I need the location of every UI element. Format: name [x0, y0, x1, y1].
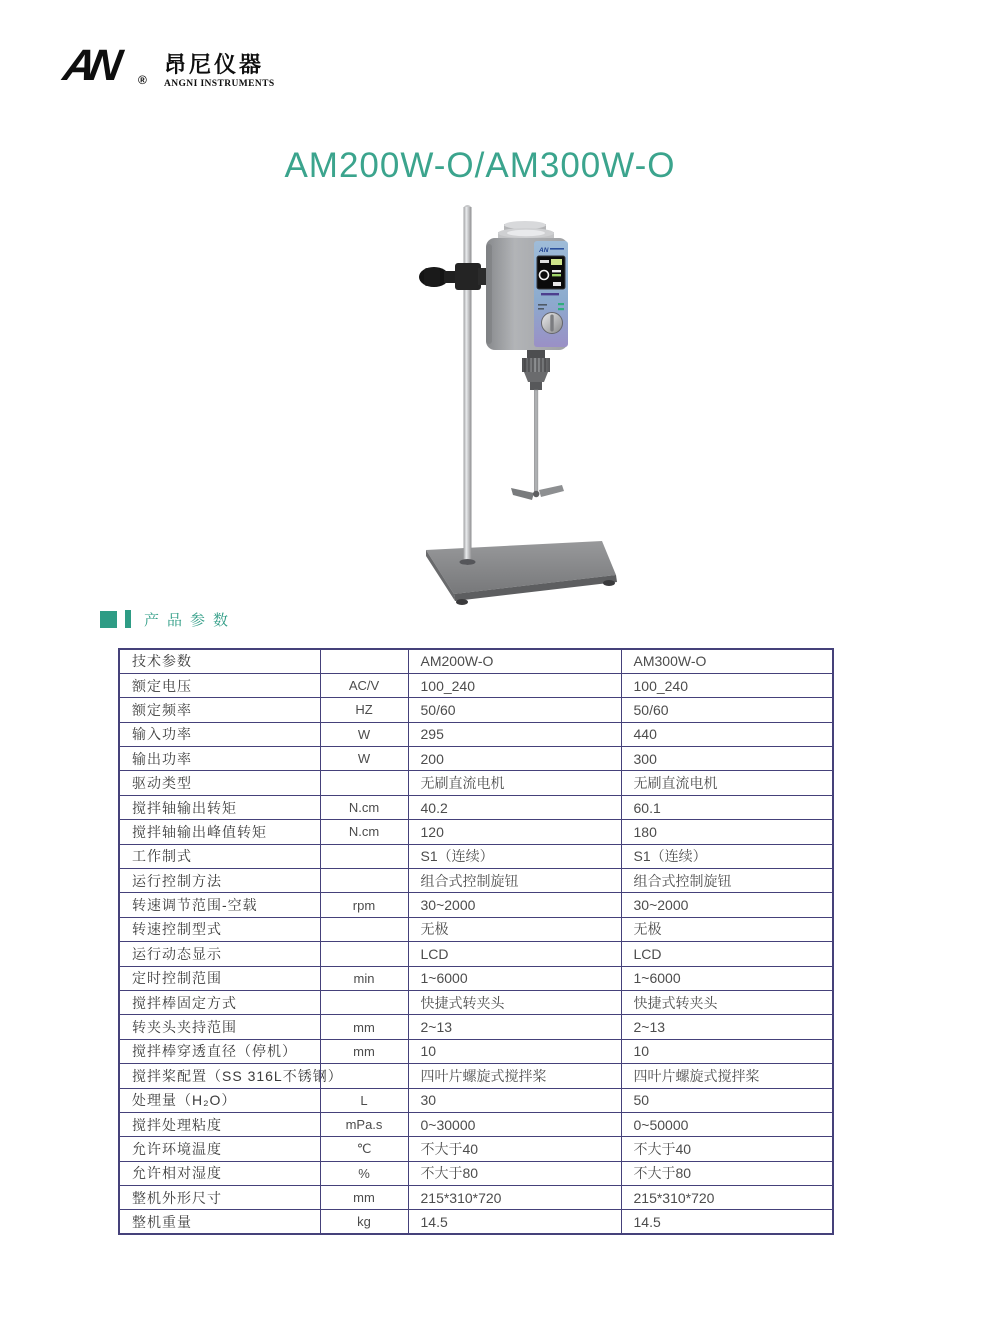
value-am300w-o-cell: LCD — [621, 942, 833, 966]
param-unit-cell — [320, 917, 408, 941]
param-unit-cell — [320, 869, 408, 893]
param-unit-cell: N.cm — [320, 795, 408, 819]
param-label-cell: 定时控制范围 — [119, 966, 320, 990]
value-am300w-o-cell: 60.1 — [621, 795, 833, 819]
table-row — [119, 1210, 833, 1234]
value-am200w-o-cell: AM200W-O — [408, 649, 621, 673]
param-label-cell: 额定电压 — [119, 673, 320, 697]
spec-table — [118, 648, 834, 1235]
param-label-cell: 搅拌轴输出转矩 — [119, 795, 320, 819]
section-title: 产品参数 — [144, 611, 237, 629]
value-am300w-o-cell: 180 — [621, 820, 833, 844]
table-row — [119, 1039, 833, 1063]
param-label-cell: 驱动类型 — [119, 771, 320, 795]
control-knob — [542, 313, 563, 334]
value-am300w-o-cell: 不大于80 — [621, 1161, 833, 1185]
brand-logo — [59, 41, 275, 90]
param-label-cell: 搅拌轴输出峰值转矩 — [119, 820, 320, 844]
brand-monogram — [59, 41, 148, 90]
table-row — [119, 1137, 833, 1161]
brand-names — [164, 48, 275, 89]
table-row — [119, 942, 833, 966]
param-label-cell: 转速调节范围-空载 — [119, 893, 320, 917]
section-bar-icon — [125, 610, 131, 628]
value-am200w-o-cell: 30 — [408, 1088, 621, 1112]
param-unit-cell — [320, 649, 408, 673]
param-label-cell: 输出功率 — [119, 747, 320, 771]
param-unit-cell: mm — [320, 1015, 408, 1039]
value-am300w-o-cell: 快捷式转夹头 — [621, 990, 833, 1014]
table-row — [119, 649, 833, 673]
value-am300w-o-cell: 50 — [621, 1088, 833, 1112]
value-am200w-o-cell: 四叶片螺旋式搅拌桨 — [408, 1064, 621, 1088]
table-row — [119, 820, 833, 844]
value-am300w-o-cell: 30~2000 — [621, 893, 833, 917]
value-am200w-o-cell: 30~2000 — [408, 893, 621, 917]
value-am200w-o-cell: 无刷直流电机 — [408, 771, 621, 795]
table-row — [119, 893, 833, 917]
value-am200w-o-cell: 50/60 — [408, 698, 621, 722]
stand-pole — [460, 205, 476, 565]
param-unit-cell: kg — [320, 1210, 408, 1234]
value-am300w-o-cell: 0~50000 — [621, 1112, 833, 1136]
param-label-cell: 转夹头夹持范围 — [119, 1015, 320, 1039]
param-unit-cell: W — [320, 722, 408, 746]
value-am200w-o-cell: 100_240 — [408, 673, 621, 697]
param-unit-cell: HZ — [320, 698, 408, 722]
value-am200w-o-cell: S1（连续） — [408, 844, 621, 868]
value-am300w-o-cell: 440 — [621, 722, 833, 746]
param-label-cell: 输入功率 — [119, 722, 320, 746]
table-row — [119, 869, 833, 893]
value-am200w-o-cell: 组合式控制旋钮 — [408, 869, 621, 893]
value-am300w-o-cell: 50/60 — [621, 698, 833, 722]
table-row — [119, 795, 833, 819]
table-row — [119, 844, 833, 868]
table-row — [119, 1161, 833, 1185]
table-row — [119, 990, 833, 1014]
value-am200w-o-cell: 不大于80 — [408, 1161, 621, 1185]
panel-brand-mark-icon: AN — [539, 247, 549, 254]
control-panel — [534, 241, 568, 347]
param-unit-cell: mPa.s — [320, 1112, 408, 1136]
param-unit-cell — [320, 990, 408, 1014]
value-am300w-o-cell: 组合式控制旋钮 — [621, 869, 833, 893]
base-plate — [426, 541, 617, 605]
param-label-cell: 转速控制型式 — [119, 917, 320, 941]
table-row — [119, 1015, 833, 1039]
value-am300w-o-cell: 215*310*720 — [621, 1186, 833, 1210]
value-am300w-o-cell: 无刷直流电机 — [621, 771, 833, 795]
value-am300w-o-cell: 300 — [621, 747, 833, 771]
product-photo — [400, 198, 660, 608]
param-label-cell: 允许环境温度 — [119, 1137, 320, 1161]
param-unit-cell: AC/V — [320, 673, 408, 697]
param-unit-cell: W — [320, 747, 408, 771]
param-unit-cell: L — [320, 1088, 408, 1112]
value-am200w-o-cell: 14.5 — [408, 1210, 621, 1234]
value-am200w-o-cell: 200 — [408, 747, 621, 771]
chuck — [522, 350, 550, 390]
table-row — [119, 673, 833, 697]
param-unit-cell: N.cm — [320, 820, 408, 844]
param-unit-cell: rpm — [320, 893, 408, 917]
value-am200w-o-cell: 快捷式转夹头 — [408, 990, 621, 1014]
param-label-cell: 工作制式 — [119, 844, 320, 868]
value-am200w-o-cell: 0~30000 — [408, 1112, 621, 1136]
param-label-cell: 整机重量 — [119, 1210, 320, 1234]
section-header — [100, 609, 236, 629]
value-am200w-o-cell: LCD — [408, 942, 621, 966]
param-unit-cell: min — [320, 966, 408, 990]
value-am200w-o-cell: 10 — [408, 1039, 621, 1063]
value-am300w-o-cell: 1~6000 — [621, 966, 833, 990]
param-label-cell: 搅拌桨配置（SS 316L不锈钢） — [119, 1064, 320, 1088]
value-am200w-o-cell: 215*310*720 — [408, 1186, 621, 1210]
section-square-icon — [100, 611, 117, 628]
param-label-cell: 技术参数 — [119, 649, 320, 673]
value-am200w-o-cell: 不大于40 — [408, 1137, 621, 1161]
table-row — [119, 1064, 833, 1088]
value-am300w-o-cell: 10 — [621, 1039, 833, 1063]
lcd-screen — [537, 256, 565, 289]
param-label-cell: 运行动态显示 — [119, 942, 320, 966]
value-am300w-o-cell: AM300W-O — [621, 649, 833, 673]
value-am200w-o-cell: 无极 — [408, 917, 621, 941]
stirrer-head — [486, 221, 568, 350]
table-row — [119, 1186, 833, 1210]
value-am200w-o-cell: 120 — [408, 820, 621, 844]
table-row — [119, 1088, 833, 1112]
param-label-cell: 处理量（H₂O） — [119, 1088, 320, 1112]
table-row — [119, 1112, 833, 1136]
param-unit-cell: ℃ — [320, 1137, 408, 1161]
table-row — [119, 747, 833, 771]
an-monogram-icon: AN — [59, 41, 120, 90]
table-row — [119, 917, 833, 941]
value-am300w-o-cell: 100_240 — [621, 673, 833, 697]
brand-name-cn: 昂尼仪器 — [164, 52, 265, 77]
param-label-cell: 允许相对湿度 — [119, 1161, 320, 1185]
param-unit-cell: % — [320, 1161, 408, 1185]
param-unit-cell — [320, 771, 408, 795]
value-am300w-o-cell: S1（连续） — [621, 844, 833, 868]
value-am200w-o-cell: 295 — [408, 722, 621, 746]
param-unit-cell: mm — [320, 1039, 408, 1063]
value-am300w-o-cell: 无极 — [621, 917, 833, 941]
param-label-cell: 搅拌棒固定方式 — [119, 990, 320, 1014]
table-row — [119, 698, 833, 722]
stir-shaft — [534, 390, 538, 496]
brand-name-en: ANGNI INSTRUMENTS — [164, 79, 275, 89]
param-label-cell: 整机外形尺寸 — [119, 1186, 320, 1210]
page-title: AM200W-O/AM300W-O — [284, 146, 676, 185]
table-row — [119, 722, 833, 746]
value-am200w-o-cell: 2~13 — [408, 1015, 621, 1039]
param-unit-cell: mm — [320, 1186, 408, 1210]
table-row — [119, 771, 833, 795]
value-am300w-o-cell: 2~13 — [621, 1015, 833, 1039]
param-label-cell: 搅拌处理粘度 — [119, 1112, 320, 1136]
value-am200w-o-cell: 40.2 — [408, 795, 621, 819]
value-am300w-o-cell: 不大于40 — [621, 1137, 833, 1161]
value-am300w-o-cell: 14.5 — [621, 1210, 833, 1234]
value-am200w-o-cell: 1~6000 — [408, 966, 621, 990]
param-label-cell: 额定频率 — [119, 698, 320, 722]
param-unit-cell — [320, 942, 408, 966]
value-am300w-o-cell: 四叶片螺旋式搅拌桨 — [621, 1064, 833, 1088]
param-unit-cell — [320, 844, 408, 868]
param-label-cell: 搅拌棒穿透直径（停机） — [119, 1039, 320, 1063]
registered-trademark-icon: ® — [138, 73, 147, 87]
param-label-cell: 运行控制方法 — [119, 869, 320, 893]
table-row — [119, 966, 833, 990]
panel-model-label — [541, 293, 559, 295]
